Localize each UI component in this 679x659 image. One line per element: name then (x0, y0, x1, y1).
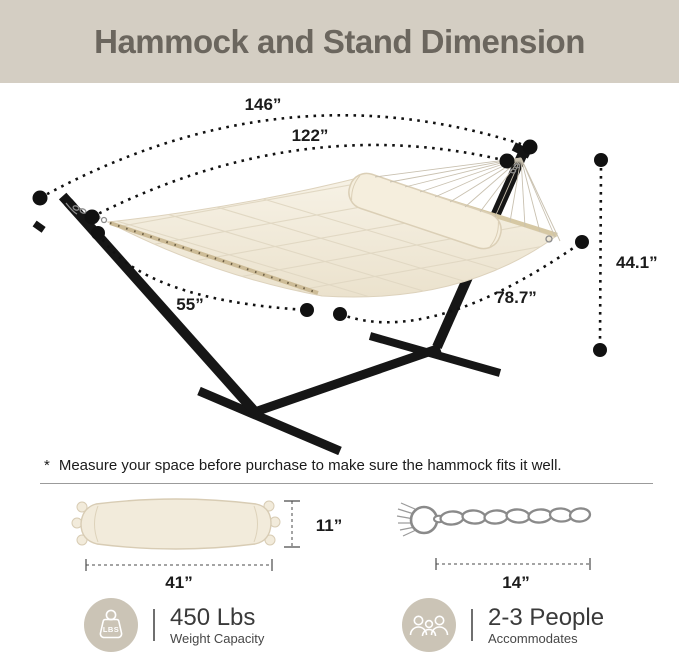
feature-weight-capacity (84, 598, 264, 652)
svg-text:LBS: LBS (102, 625, 120, 634)
dim-stand-height (593, 153, 658, 357)
accommodates-label: Accommodates (488, 630, 578, 646)
weight-icon-circle (84, 598, 138, 652)
svg-text:41”: 41” (165, 573, 193, 592)
svg-text:55”: 55” (176, 295, 204, 314)
people-icon-circle (402, 598, 456, 652)
weight-capacity-label: Weight Capacity (170, 630, 265, 646)
feature-separator (153, 609, 155, 641)
weight-capacity-value: 450 Lbs (170, 603, 256, 631)
page-title: Hammock and Stand Dimension (94, 22, 585, 60)
feature-accommodates (402, 598, 604, 652)
hammock-stand (33, 142, 532, 451)
note-text: Measure your space before purchase to make sure the hammock fits it well. (58, 457, 562, 474)
feature-row (0, 598, 679, 656)
accommodates-value: 2-3 People (488, 603, 605, 631)
chain-illustration (397, 503, 591, 536)
dim-chain-length (436, 558, 590, 592)
dim-pillow-length (86, 559, 272, 592)
dim-overall-length (33, 95, 538, 206)
dim-pillow-height (284, 501, 342, 547)
feature-separator (471, 609, 473, 641)
title-banner (0, 0, 679, 83)
note-marker: * (44, 457, 50, 474)
section-divider (40, 483, 653, 484)
weight-icon (84, 598, 138, 652)
svg-text:78.7”: 78.7” (495, 288, 537, 307)
svg-text:14”: 14” (502, 573, 530, 592)
hammock-diagram (0, 83, 679, 455)
svg-text:122”: 122” (291, 126, 329, 145)
pillow-illustration (72, 499, 280, 549)
measure-note (44, 457, 562, 474)
svg-text:146”: 146” (244, 95, 282, 114)
people-icon (402, 598, 456, 652)
parts-diagram (0, 490, 679, 595)
svg-text:44.1”: 44.1” (616, 253, 658, 272)
svg-text:11”: 11” (315, 516, 343, 535)
